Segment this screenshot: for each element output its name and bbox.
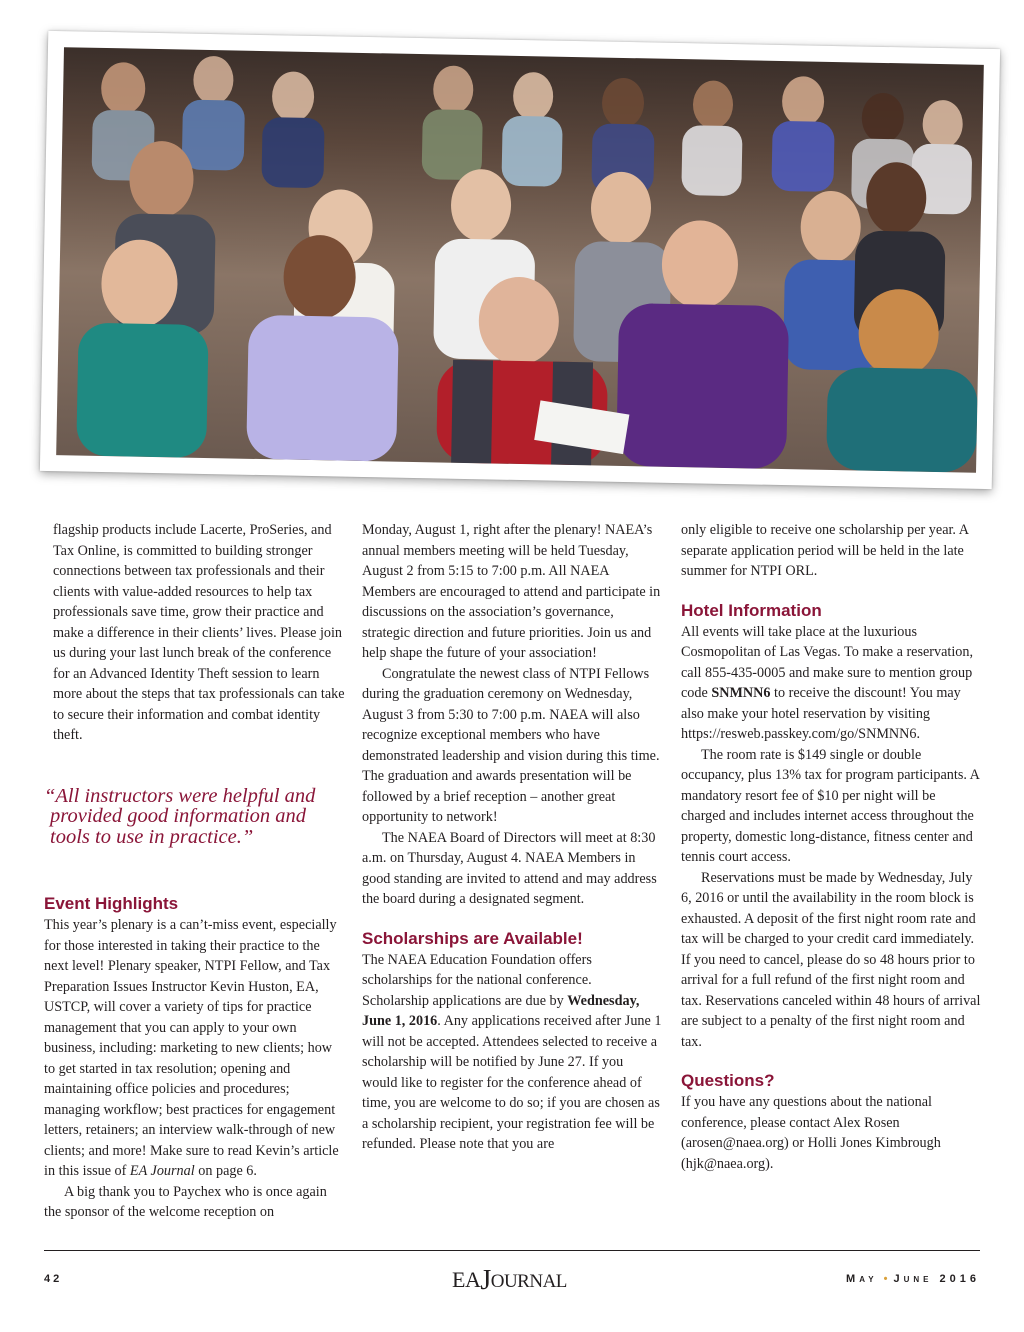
body-text: The NAEA Education Foundation offers scholarships for the national conference. Scholarship applications are due by: [362, 951, 592, 1009]
issue-month: May: [846, 1273, 878, 1285]
body-paragraph: A big thank you to Paychex who is once again the sponsor of the welcome reception on: [44, 1183, 327, 1220]
logo-j: J: [480, 1265, 491, 1296]
footer-rule: [44, 1250, 980, 1251]
text-column-1: [44, 520, 346, 1223]
body-text: This year’s plenary is a can’t-miss event, especially for those interested in taking their practice to the next level! Plenary speaker, NTPI Fellow, and Tax Preparation Issues Instructor Kevin Huston, EA, USTCP, will cover a variety of tips for practice management that you can apply to your own business, including: marketing to new clients; how to get started in tax resolution; opening and maintaining office policies and procedures; managing workflow; best practices for engagement letters, retainers; an interview walk-through of new clients; and more! Make sure to read Kevin’s article in this issue of: [44, 917, 339, 1179]
text-column-2: [362, 520, 662, 1155]
text-column-3: [681, 520, 981, 1174]
body-paragraph: [362, 950, 662, 1155]
issue-date: [846, 1273, 980, 1285]
body-text: on page 6.: [198, 1163, 257, 1179]
body-paragraph: [681, 622, 981, 745]
publication-title: EA Journal: [129, 1163, 195, 1179]
body-paragraph: only eligible to receive one scholarship per year. A separate application period will be held in the late summer for NTPI ORL.: [681, 522, 969, 579]
body-paragraph: The room rate is $149 single or double occupancy, plus 13% tax for program participants. A mandatory resort fee of $10 per night will be charged and includes internet access throughout the property, domestic long-distance, fitness center and tennis court access.: [681, 746, 980, 865]
logo-ournal: OURNAL: [490, 1271, 567, 1292]
pull-quote-line-2: provided good information and tools to use in practice.”: [50, 805, 307, 848]
body-text: . Any applications received after June 1 will not be accepted. Attendees selected to receive a scholarship will be notified by June 27. If you would like to register for the conference ahead of time, you are welcome to do so; if you are chosen as a scholarship recipient, your registration fee will be refunded. Please note that you are: [362, 1013, 662, 1152]
conference-audience-photo: [56, 47, 984, 473]
body-text: All events will take place at the luxurious Cosmopolitan of Las Vegas. To make a reservation, call 855-435-0005 and make sure to mention group code: [681, 623, 974, 701]
logo-ea: EA: [452, 1267, 481, 1292]
body-paragraph: Monday, August 1, right after the plenary! NAEA’s annual members meeting will be held Tuesday, August 2 from 5:15 to 7:00 p.m. All NAEA Members are encouraged to attend and participate in discussions on the association’s governance, strategic direction and future priorities. Join us and help shape the future of your association!: [362, 522, 661, 661]
body-paragraph: [44, 915, 346, 1182]
deadline-date: Wednesday, June 1, 2016: [362, 992, 640, 1029]
conference-photo-frame: [40, 31, 1000, 489]
body-paragraph: flagship products include Lacerte, ProSeries, and Tax Online, is committed to building stronger connections between tax professionals and their clients with value-added resources to help tax professionals save time, grow their practice and make a difference in their clients’ lives. Please join us during your last lunch break of the conference for an Advanced Identity Theft session to learn more about the steps that tax professionals can take to secure their information and combat identity theft.: [53, 522, 345, 743]
body-paragraph: If you have any questions about the national conference, please contact Alex Rosen (arosen@naea.org) or Holli Jones Kimbrough (hjk@naea.org).: [681, 1094, 941, 1172]
body-paragraph: Reservations must be made by Wednesday, July 6, 2016 or until the availability in the room block is exhausted. A deposit of the first night room rate and tax will be charged to your credit card immediately. If you need to cancel, please do so 48 hours prior to arrival for a full refund of the first night room and tax. Reservations canceled within 48 hours of arrival are subject to a penalty of the first night room and tax.: [681, 869, 981, 1050]
page-number: 42: [44, 1273, 63, 1285]
heading-questions: Questions?: [681, 1071, 775, 1090]
heading-event-highlights: Event Highlights: [44, 894, 179, 913]
issue-month-year: June 2016: [893, 1273, 980, 1285]
issue-separator: •: [883, 1273, 888, 1285]
group-code: SNMNN6: [711, 685, 771, 701]
heading-hotel-information: Hotel Information: [681, 600, 822, 620]
body-text: to receive the discount! You may also make your hotel reservation by visiting https://resweb.passkey.com/go/SNMNN6.: [681, 685, 961, 742]
heading-scholarships: Scholarships are Available!: [362, 928, 583, 948]
body-paragraph: Congratulate the newest class of NTPI Fellows during the graduation ceremony on Wednesday, August 3 from 5:30 to 7:00 p.m. NAEA will also recognize exceptional members who have demonstrated leadership and vision during this time. The graduation and awards presentation will be followed by a brief reception – another great opportunity to network!: [362, 665, 660, 825]
ea-journal-logo: [452, 1263, 576, 1296]
body-paragraph: The NAEA Board of Directors will meet at 8:30 a.m. on Thursday, August 4. NAEA Members in good standing are invited to attend and may address the board during a designated segment.: [362, 829, 657, 907]
audience-illustration: [56, 47, 984, 473]
pull-quote: [44, 786, 346, 848]
pull-quote-line-1: “All instructors were helpful and: [44, 784, 316, 807]
